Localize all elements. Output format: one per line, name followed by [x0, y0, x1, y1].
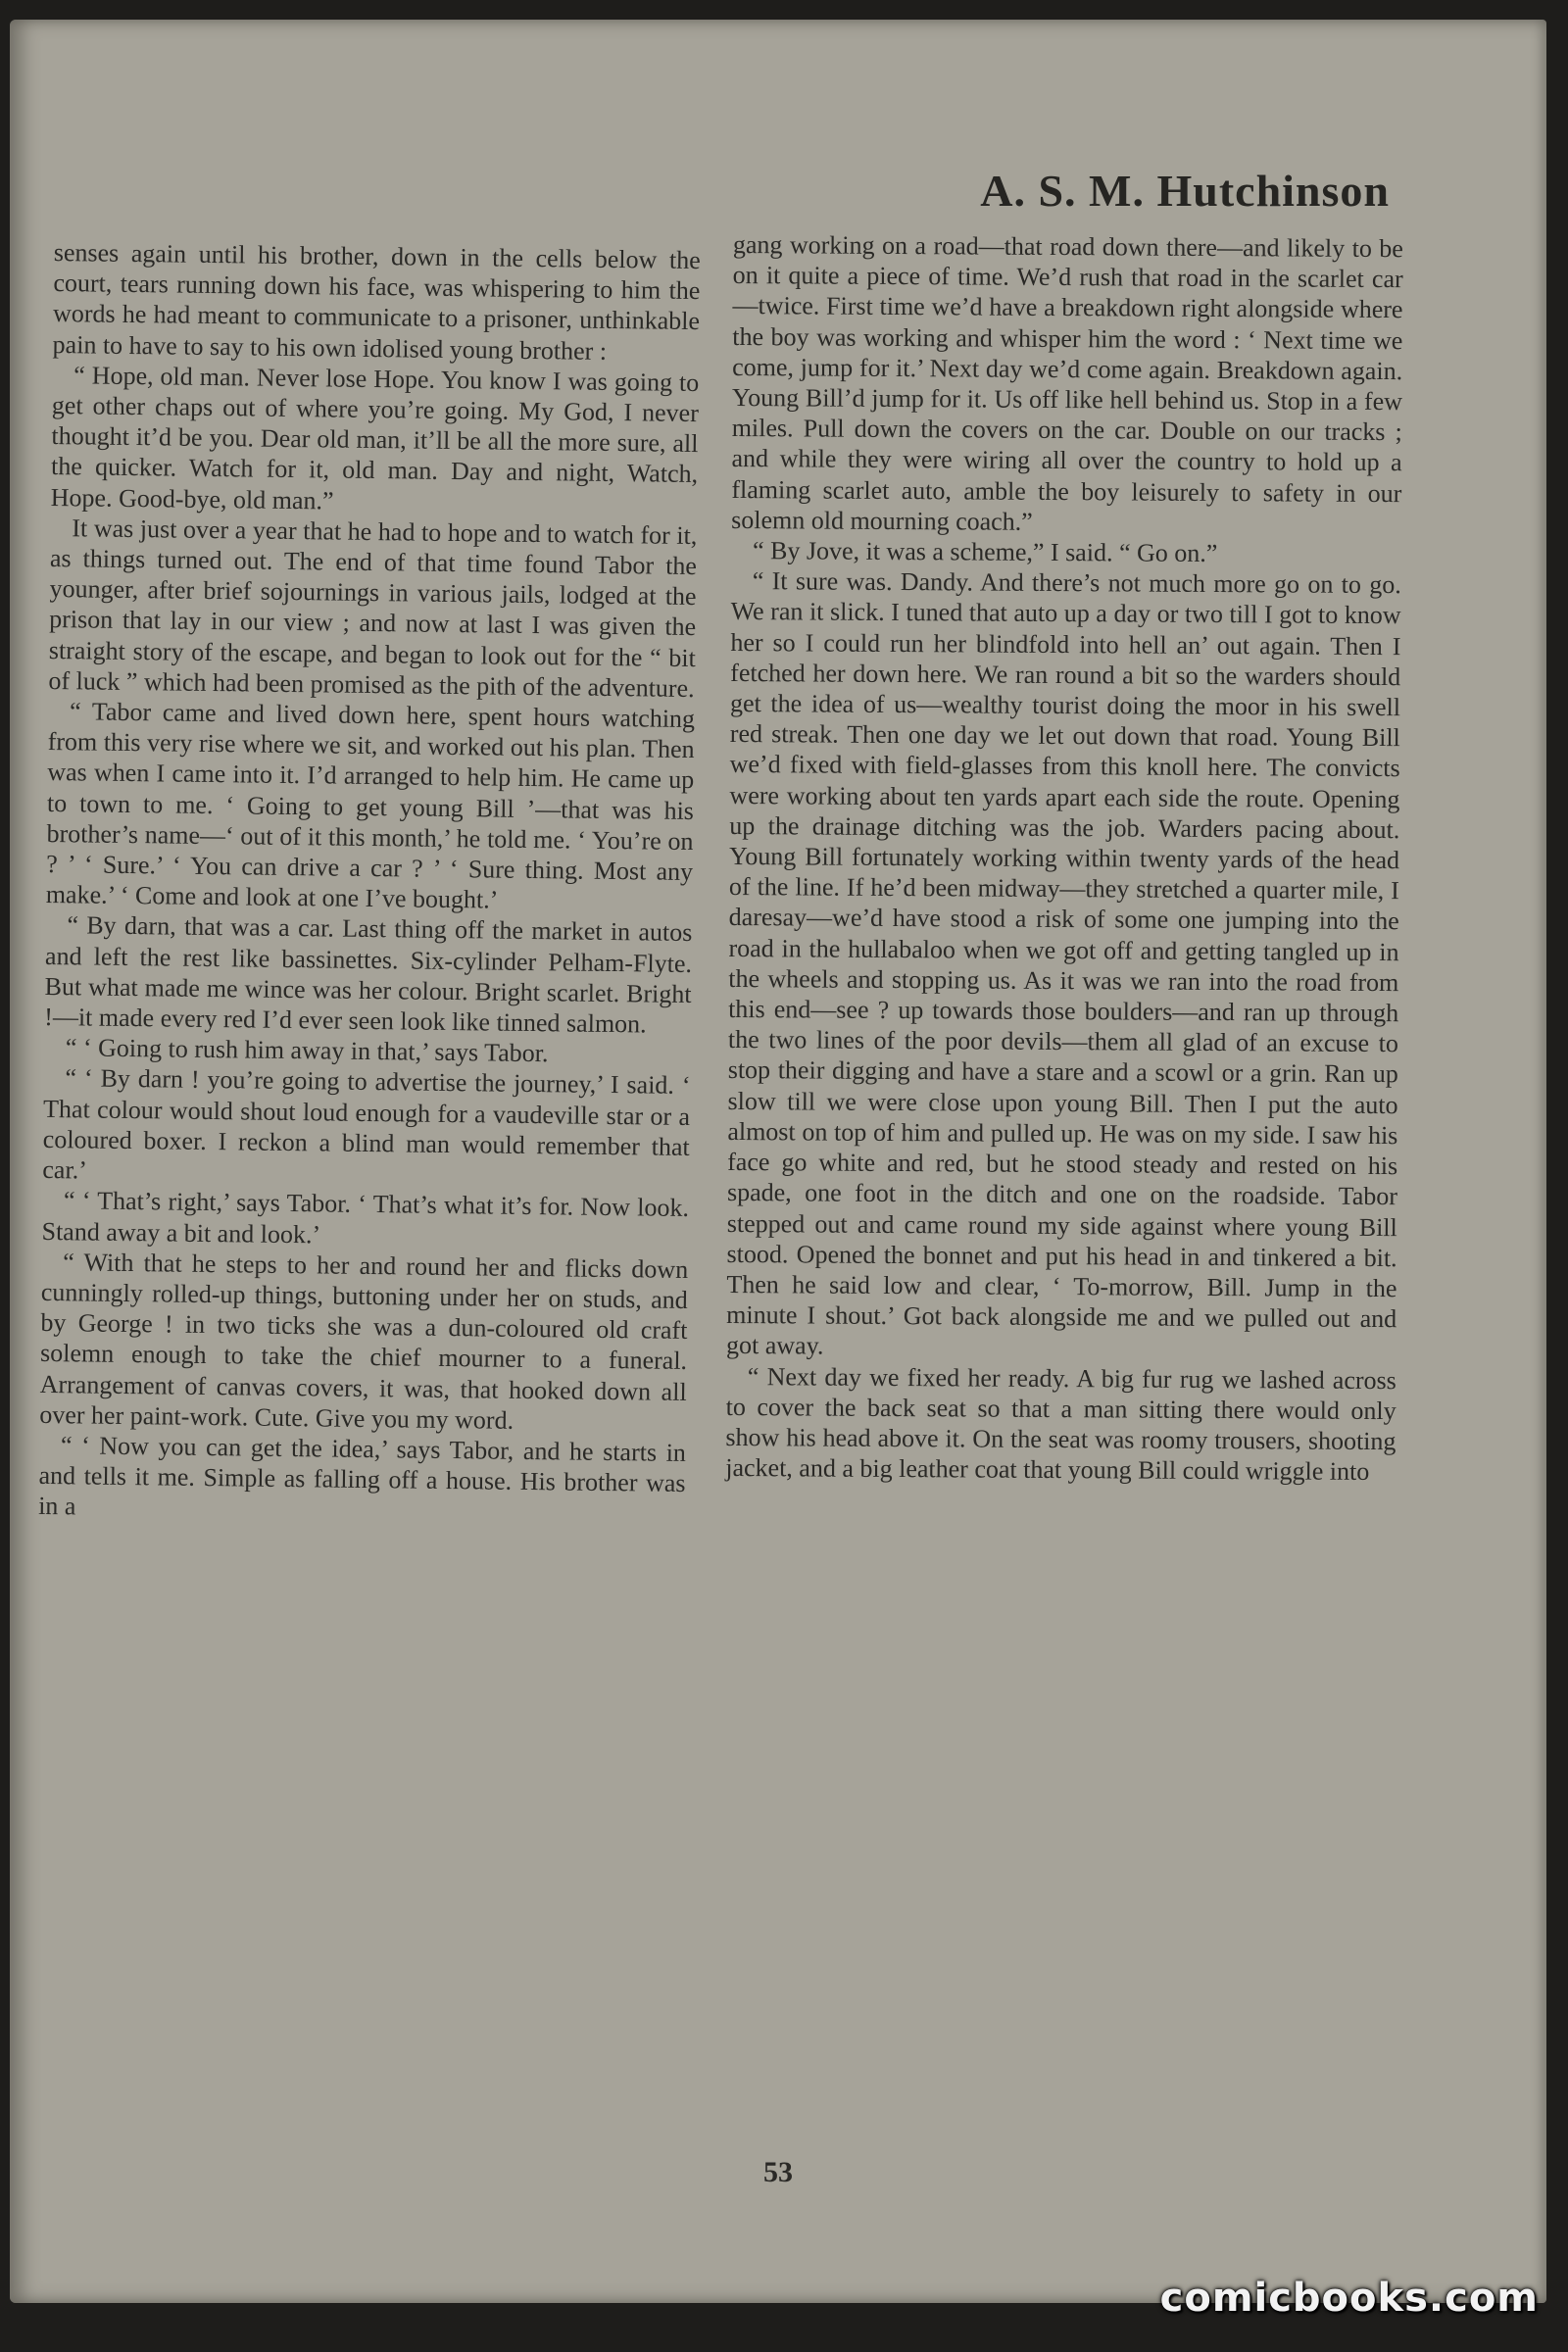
magazine-page — [10, 20, 1546, 2303]
left-column — [38, 237, 701, 1529]
paragraph: “ By darn, that was a car. Last thing off the market in autos and left the rest like bassinettes. Six-cylinder Pelham-Flyte. But what made me wince was her colour. Bright scarlet. Bright !—it made every red I’d ever seen look like tinned salmon. — [44, 910, 693, 1039]
paragraph: “ Hope, old man. Never lose Hope. You know I was going to get other chaps out of where you’re going. My God, I never thought it’d be you. Dear old man, it’ll be all the more sure, all the quicker. Watch for it, old man. Day and night, Watch, Hope. Good-bye, old man.” — [50, 361, 700, 515]
paragraph: “ ‘ Now you can get the idea,’ says Tabor, and he starts in and tells it me. Simple as falling off a house. His brother was in a — [38, 1431, 687, 1521]
paragraph: “ With that he steps to her and round her and flicks down cunningly rolled-up things, buttoning under her on studs, and by George ! in two ticks she was a dun-coloured old craft solemn enough to take the chief mourner to a funeral. Arrangement of canvas covers, it was, that hooked down all over her paint-work. Cute. Give you my word. — [39, 1247, 689, 1435]
right-column — [725, 229, 1403, 1487]
paragraph: “ It sure was. Dandy. And there’s not much more go on to go. We ran it slick. I tuned that auto up a day or two till I got to know her so I could run her blindfold into hell an’ out again. Then I fetched her down here. We ran round a bit so the warders should get the idea of us—wealthy tourist doing the moor in his swell red streak. Then one day we let out down that road. Young Bill we’d fixed with field-glasses from this knoll here. The convicts were working about ten yards apart each side the route. Opening up the drainage ditching was the job. Warders pacing about. Young Bill fortunately working within twenty yards of the head of the line. If he’d been midway—they stretched a quarter mile, I daresay—we’d have stood a risk of some one jumping into the road in the hullabaloo when we got off and getting tangled up in the wheels and stopping us. As it was we ran into the road from this end—see ? up towards those boulders—and ran up through the two lines of the poor devils—them all glad of an excuse to stop their digging and have a stare and a scowl or a grin. Ran up slow till we were close upon young Bill. Then I put the auto almost on top of him and pulled up. He was on my side. I saw his face go white and red, but he stood steady and rested on his spade, one foot in the ditch and one on the roadside. Tabor stepped out and came round my side against where young Bill stood. Opened the bonnet and put his head in and tinkered a bit. Then he said low and clear, ‘ To-morrow, Bill. Jump in the minute I shout.’ Got back alongside me and we pulled out and got away. — [725, 566, 1401, 1360]
page-number: 53 — [763, 2156, 793, 2188]
paragraph: It was just over a year that he had to hope and to watch for it, as things turned out. The end of that time found Tabor the younger, after brief sojournings in various jails, lodged at the prison that lay in our view ; and now at last I was given the straight story of the escape, and began to look out for the “ bit of luck ” which had been promised as the pith of the adventure. — [48, 514, 698, 703]
paragraph: senses again until his brother, down in the cells below the court, tears running down his face, was whispering to him the words he had meant to communicate to a prisoner, unthinkable pain to have to say to his own idolised young brother : — [52, 237, 701, 366]
paragraph: “ By Jove, it was a scheme,” I said. “ Go on.” — [752, 536, 1218, 568]
watermark: comicbooks.com — [1159, 2276, 1539, 2321]
paragraph: gang working on a road—that road down there—and likely to be on it quite a piece of time. We’d rush that road in the scarlet car—twice. First time we’d have a breakdown right alongside where the boy was working and whisper him the word : ‘ Next time we come, jump for it.’ Next day we’d come again. Breakdown again. Young Bill’d jump for it. Us off like hell behind us. Stop in a few miles. Pull down the covers on the car. Double on our tracks ; and while they were wiring all over the country to hold up a flaming scarlet auto, amble the boy leisurely to safety in our solemn old mourning coach.” — [731, 229, 1403, 536]
paragraph: “ ‘ Going to rush him away in that,’ says Tabor. — [65, 1033, 549, 1068]
paragraph: “ ‘ By darn ! you’re going to advertise the journey,’ I said. ‘ That colour would shout loud enough for a vaudeville star or a coloured boxer. I reckon a blind man would remember that car.’ — [42, 1063, 691, 1185]
paragraph: “ Next day we fixed her ready. A big fur rug we lashed across to cover the back seat so that a man sitting there would only show his head above it. On the seat was roomy trousers, shooting jacket, and a big leather coat that young Bill could wriggle into — [725, 1361, 1396, 1487]
running-head: A. S. M. Hutchinson — [980, 166, 1390, 216]
paragraph: “ Tabor came and lived down here, spent hours watching from this very rise where we sit, and worked out his plan. Then was when I came into it. I’d arranged to help him. He came up to town to me. ‘ Going to get young Bill ’—that was his brother’s name—‘ out of it this month,’ he told me. ‘ You’re on ? ’ ‘ Sure.’ ‘ You can drive a car ? ’ ‘ Sure thing. Most any make.’ ‘ Come and look at one I’ve bought.’ — [45, 697, 696, 914]
paragraph: “ ‘ That’s right,’ says Tabor. ‘ That’s what it’s for. Now look. Stand away a bit and look.’ — [41, 1186, 690, 1249]
